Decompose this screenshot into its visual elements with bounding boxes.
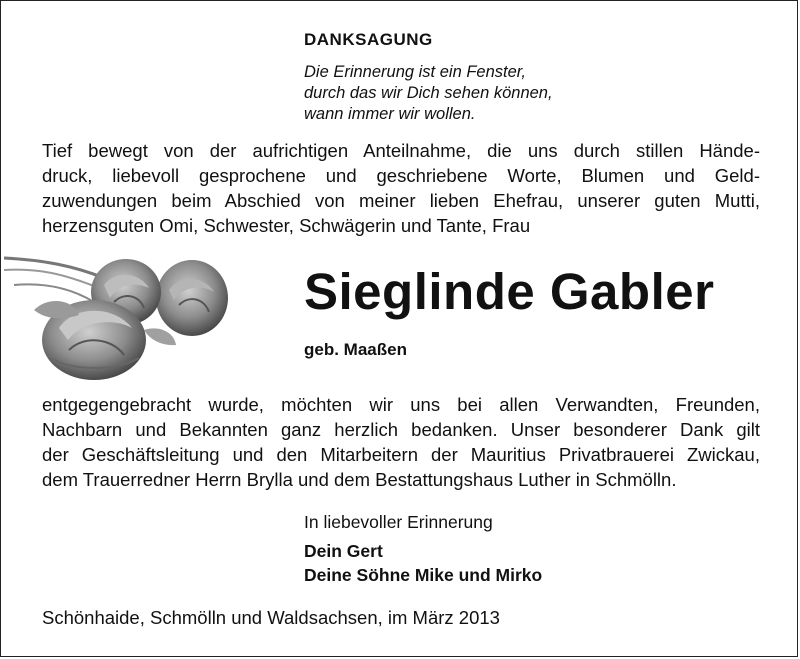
roses-illustration (4, 240, 244, 385)
intro-line: Tief bewegt von der aufrichtigen Anteilnahme, die uns durch stillen Hände- (42, 140, 760, 161)
deceased-name: Sieglinde Gabler (304, 263, 715, 320)
quote-line: Die Erinnerung ist ein Fenster, (304, 63, 526, 81)
closing-phrase: In liebevoller Erinnerung (304, 512, 493, 532)
quote-line: durch das wir Dich sehen können, (304, 84, 553, 102)
notice-heading: DANKSAGUNG (304, 30, 433, 49)
place-and-date: Schönhaide, Schmölln und Waldsachsen, im März 2013 (42, 607, 500, 628)
intro-line: druck, liebevoll gesprochene und geschriebene Worte, Blumen und Geld- (42, 165, 760, 186)
thanks-line: der Geschäftsleitung und den Mitarbeitern der Mauritius Privatbrauerei Zwickau, (42, 444, 760, 465)
quote-line: wann immer wir wollen. (304, 105, 476, 123)
thanks-paragraph (42, 392, 760, 492)
signature-line: Deine Söhne Mike und Mirko (304, 565, 543, 585)
intro-line: zuwendungen beim Abschied von meiner lieben Ehefrau, unserer guten Mutti, (42, 190, 760, 211)
maiden-name: geb. Maaßen (304, 340, 407, 359)
intro-paragraph (42, 138, 760, 238)
thanks-line: dem Trauerredner Herrn Brylla und dem Bestattungshaus Luther in Schmölln. (42, 469, 677, 490)
signature-line: Dein Gert (304, 541, 383, 561)
intro-line: herzensguten Omi, Schwester, Schwägerin und Tante, Frau (42, 215, 531, 236)
quote (304, 62, 553, 125)
thanks-line: Nachbarn und Bekannten ganz herzlich bedanken. Unser besonderer Dank gilt (42, 419, 760, 440)
thanks-line: entgegengebracht wurde, möchten wir uns bei allen Verwandten, Freunden, (42, 394, 760, 415)
